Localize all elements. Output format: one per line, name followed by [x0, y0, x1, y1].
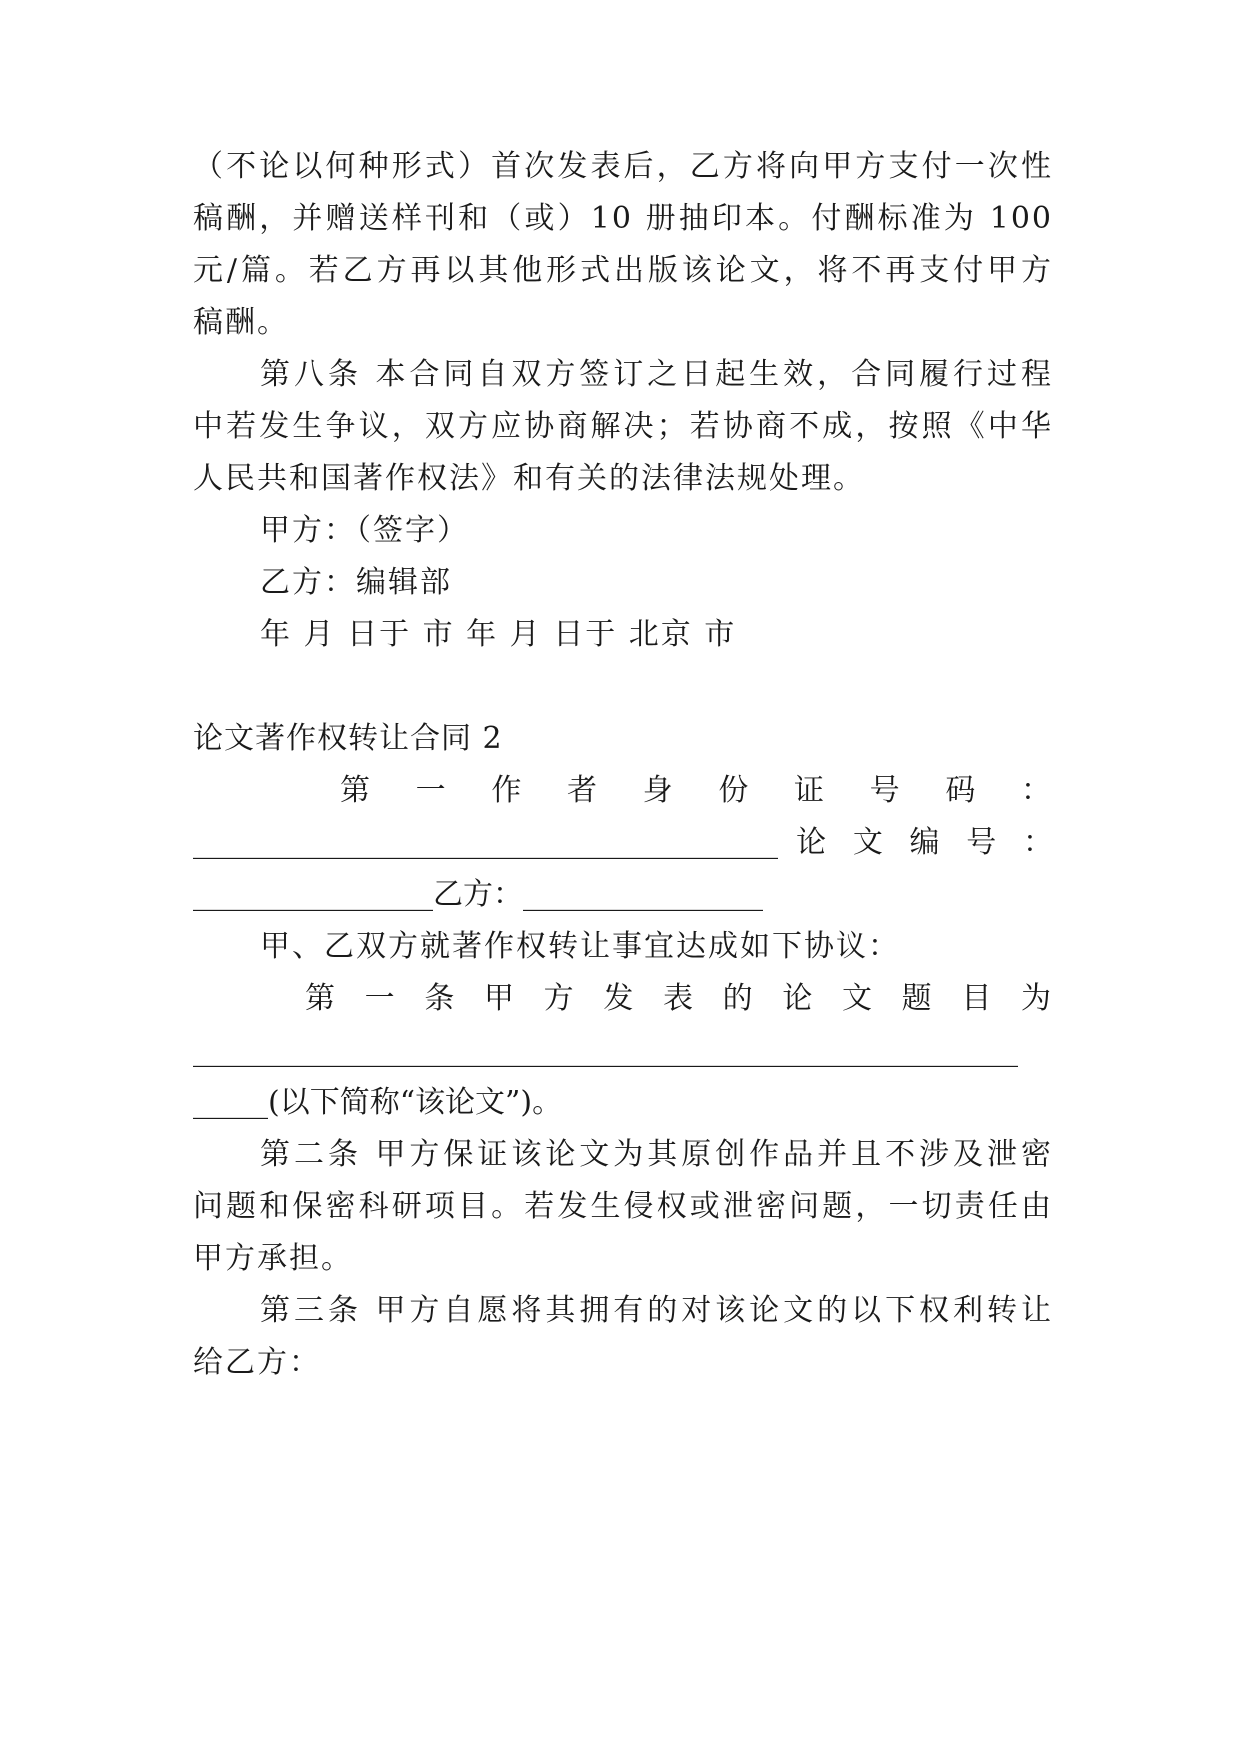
title-blank-line: _______________________________________________________ — [193, 1033, 1018, 1068]
paragraph-line: 稿酬。 — [193, 305, 289, 340]
party-b-blank-line: ________________乙方：________________ — [193, 877, 763, 912]
paragraph-line: 元/篇。若乙方再以其他形式出版该论文，将不再支付甲方 — [193, 253, 1053, 288]
paragraph-line: 甲方承担。 — [193, 1241, 353, 1276]
paragraph-line: 第八条 本合同自双方签订之日起生效，合同履行过程 — [260, 357, 1053, 392]
paragraph-line: （不论以何种形式）首次发表后，乙方将向甲方支付一次性 — [193, 149, 1053, 184]
section-title: 论文著作权转让合同 2 — [193, 721, 503, 756]
agreement-intro-line: 甲、乙双方就著作权转让事宜达成如下协议： — [260, 929, 900, 964]
paragraph-line: 中若发生争议，双方应协商解决；若协商不成，按照《中华 — [193, 409, 1053, 444]
party-a-signature-line: 甲方：（签字） — [260, 513, 469, 548]
paragraph-line: 给乙方： — [193, 1345, 321, 1380]
paragraph-line: 问题和保密科研项目。若发生侵权或泄密问题，一切责任由 — [193, 1189, 1053, 1224]
date-place-line: 年 月 日于 市 年 月 日于 北京 市 — [260, 617, 737, 652]
paragraph-line: 人民共和国著作权法》和有关的法律法规处理。 — [193, 461, 865, 496]
abbreviation-line: _____(以下简称“该论文”)。 — [193, 1085, 563, 1120]
paragraph-line: 第三条 甲方自愿将其拥有的对该论文的以下权利转让 — [260, 1293, 1053, 1328]
article-one-line: 第 一 条 甲 方 发 表 的 论 文 题 目 为 — [305, 981, 1053, 1016]
party-b-line: 乙方：编辑部 — [260, 565, 452, 600]
paragraph-line: 第二条 甲方保证该论文为其原创作品并且不涉及泄密 — [260, 1137, 1053, 1172]
id-number-line: 第 一 作 者 身 份 证 号 码 ： — [340, 773, 1053, 808]
paper-number-line: _______________________________________ 论 文 编 号 ： — [193, 825, 1053, 860]
paragraph-line: 稿酬，并赠送样刊和（或）10 册抽印本。付酬标准为 100 — [193, 201, 1053, 236]
